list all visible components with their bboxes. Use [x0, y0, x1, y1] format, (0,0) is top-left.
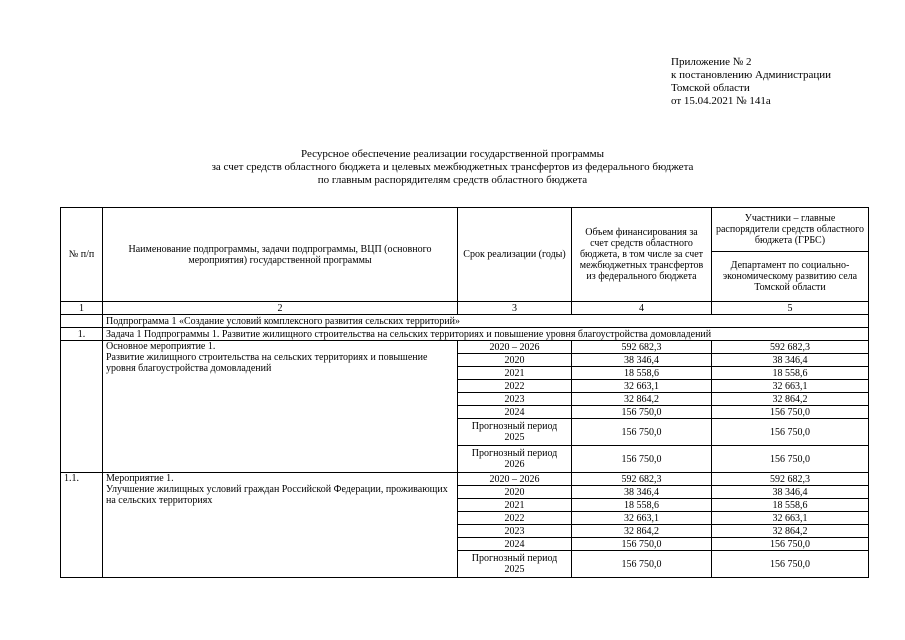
main-event-dept-cell: 38 346,4: [712, 354, 869, 367]
main-event-term-cell: 2024: [458, 406, 572, 419]
table-row: [61, 473, 869, 486]
task-num: 1.: [61, 328, 103, 341]
event-1-1-dept-cell: 18 558,6: [712, 499, 869, 512]
event-1-1-description: Улучшение жилищных условий граждан Российской Федерации, проживающих на сельских территориях: [106, 484, 448, 506]
column-number-row: [61, 302, 869, 315]
main-event-dept-cell: 156 750,0: [712, 419, 869, 446]
event-1-1-num: 1.1.: [61, 473, 103, 578]
event-1-1-dept-cell: 592 682,3: [712, 473, 869, 486]
event-1-1-dept-cell: 156 750,0: [712, 538, 869, 551]
appendix-line-2: к постановлению Администрации: [671, 69, 832, 81]
main-event-dept-cell: 32 663,1: [712, 380, 869, 393]
subprogram-row: [61, 315, 869, 328]
main-event-volume-cell: 592 682,3: [572, 341, 712, 354]
header-participants: Участники – главные распорядители средств областного бюджета (ГРБС): [712, 208, 869, 252]
event-1-1-term-cell: 2022: [458, 512, 572, 525]
main-event-name: [103, 341, 458, 473]
appendix-block: [671, 56, 831, 108]
event-1-1-title: Мероприятие 1.: [106, 473, 174, 484]
col-number: 3: [458, 302, 572, 315]
col-number: 2: [103, 302, 458, 315]
main-event-term-cell: 2020: [458, 354, 572, 367]
main-event-dept-cell: 156 750,0: [712, 446, 869, 473]
main-event-dept-cell: 32 864,2: [712, 393, 869, 406]
event-1-1-volume-cell: 32 864,2: [572, 525, 712, 538]
event-1-1-term-cell: 2023: [458, 525, 572, 538]
event-1-1-term-cell: 2020 – 2026: [458, 473, 572, 486]
main-event-volume-cell: 18 558,6: [572, 367, 712, 380]
event-1-1-term-cell: 2020: [458, 486, 572, 499]
task-row: [61, 328, 869, 341]
header-volume: Объем финансирования за счет средств областного бюджета, в том числе за счет межбюджетных трансфертов из федерального бюджета: [572, 208, 712, 302]
main-event-term-cell: 2021: [458, 367, 572, 380]
main-event-term-cell: Прогнозный период 2025: [458, 419, 572, 446]
main-event-volume-cell: 156 750,0: [572, 419, 712, 446]
main-event-term-cell: 2023: [458, 393, 572, 406]
main-event-title: Основное мероприятие 1.: [106, 341, 216, 352]
main-event-term-cell: Прогнозный период 2026: [458, 446, 572, 473]
appendix-line-3: Томской области: [671, 82, 750, 94]
event-1-1-term-cell: 2024: [458, 538, 572, 551]
main-event-volume-cell: 38 346,4: [572, 354, 712, 367]
appendix-line-4: от 15.04.2021 № 141а: [671, 95, 771, 107]
col-number: 4: [572, 302, 712, 315]
event-1-1-volume-cell: 38 346,4: [572, 486, 712, 499]
main-event-dept-cell: 156 750,0: [712, 406, 869, 419]
header-num: № п/п: [61, 208, 103, 302]
event-1-1-name: [103, 473, 458, 578]
col-number: 1: [61, 302, 103, 315]
task-text: Задача 1 Подпрограммы 1. Развитие жилищного строительства на сельских территориях и повышение уровня благоустройства домовладений: [103, 328, 869, 341]
main-event-volume-cell: 156 750,0: [572, 446, 712, 473]
event-1-1-volume-cell: 592 682,3: [572, 473, 712, 486]
main-event-volume-cell: 32 864,2: [572, 393, 712, 406]
main-event-volume-cell: 32 663,1: [572, 380, 712, 393]
event-1-1-dept-cell: 32 864,2: [712, 525, 869, 538]
main-event-term-cell: 2022: [458, 380, 572, 393]
header-name: Наименование подпрограммы, задачи подпрограммы, ВЦП (основного мероприятия) государственной программы: [103, 208, 458, 302]
main-event-volume-cell: 156 750,0: [572, 406, 712, 419]
main-event-dept-cell: 592 682,3: [712, 341, 869, 354]
event-1-1-volume-cell: 32 663,1: [572, 512, 712, 525]
header-department: Департамент по социально-экономическому развитию села Томской области: [712, 252, 869, 302]
main-event-num: [61, 341, 103, 473]
title-line-3: по главным распорядителям средств областного бюджета: [317, 174, 588, 186]
event-1-1-term-cell: 2021: [458, 499, 572, 512]
document-title: [0, 148, 905, 187]
event-1-1-dept-cell: 156 750,0: [712, 551, 869, 578]
appendix-line-1: Приложение № 2: [671, 56, 752, 68]
main-event-term-cell: 2020 – 2026: [458, 341, 572, 354]
col-number: 5: [712, 302, 869, 315]
event-1-1-volume-cell: 156 750,0: [572, 538, 712, 551]
event-1-1-term-cell: Прогнозный период 2025: [458, 551, 572, 578]
header-term: Срок реализации (годы): [458, 208, 572, 302]
title-line-2: за счет средств областного бюджета и целевых межбюджетных трансфертов из федерального бюджета: [211, 161, 694, 173]
main-event-description: Развитие жилищного строительства на сельских территориях и повышение уровня благоустройства домовладений: [106, 352, 428, 374]
header-row: [61, 208, 869, 252]
subprogram-text: Подпрограмма 1 «Создание условий комплексного развития сельских территорий»: [103, 315, 869, 328]
resource-table: [60, 207, 869, 578]
event-1-1-volume-cell: 18 558,6: [572, 499, 712, 512]
table-row: [61, 341, 869, 354]
main-event-dept-cell: 18 558,6: [712, 367, 869, 380]
event-1-1-dept-cell: 32 663,1: [712, 512, 869, 525]
event-1-1-dept-cell: 38 346,4: [712, 486, 869, 499]
title-line-1: Ресурсное обеспечение реализации государственной программы: [301, 148, 604, 160]
event-1-1-volume-cell: 156 750,0: [572, 551, 712, 578]
